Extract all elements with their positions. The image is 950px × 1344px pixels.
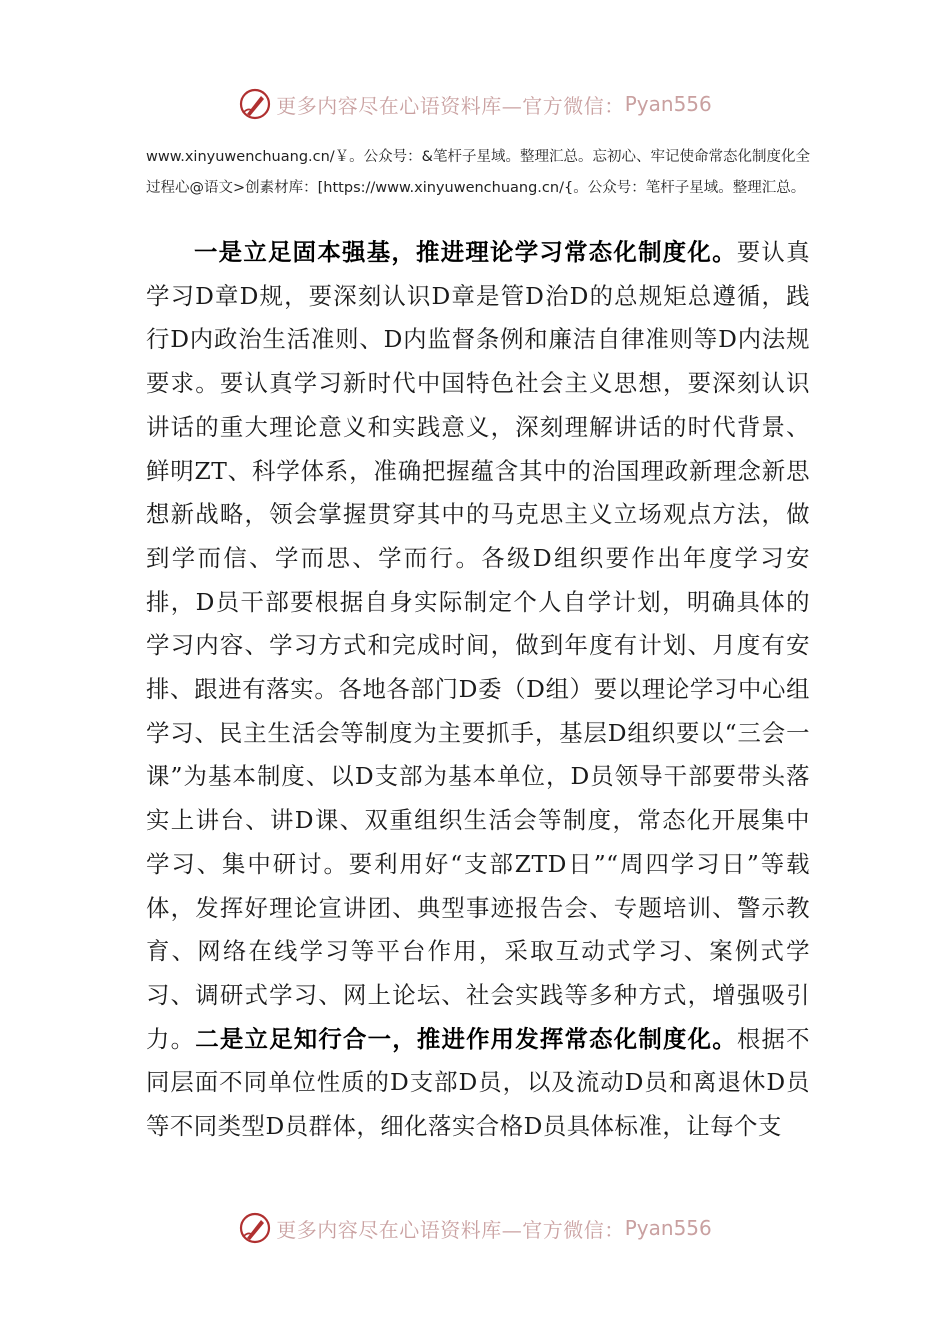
section-text-1: 要认真学习D章D规，要深刻认识D章是管D治D的总规矩总遵循，践行D内政治生活准则、D内监督条例和廉洁自律准则等D内法规要求。要认真学习新时代中国特色社会主义思想，要深刻认识讲话的重大理论意义和实践意义，深刻理解讲话的时代背景、鲜明ZT、科学体系，准确把握蕴含其中的治国理政新理念新思想新战略，领会掌握贯穿其中的马克思主义立场观点方法，做到学而信、学而思、学而行。各级D组织要作出年度学习安排，D员干部要根据自身实际制定个人自学计划，明确具体的学习内容、学习方式和完成时间，做到年度有计划、月度有安排、跟进有落实。各地各部门D委（D组）要以理论学习中心组学习、民主生活会等制度为主要抓手，基层D组织要以“三会一课”为基本制度、以D支部为基本单位，D员领导干部要带头落实上讲台、讲D课、双重组织生活会等制度，常态化开展集中学习、集中研讨。要利用好“支部ZTD日”“周四学习日”等载体，发挥好理论宣讲团、典型事迹报告会、专题培训、警示教育、网络在线学习等平台作用，采取互动式学习、案例式学习、调研式学习、网上论坛、社会实践等多种方式，增强吸引力。 [146,238,810,1053]
pen-logo-icon [238,1211,272,1245]
banner-text: 更多内容尽在心语资料库—官方微信： [276,93,625,118]
banner-wechat-id: Pyan556 [624,1216,712,1240]
intro-text: www.xinyuwenchuang.cn/￥。公众号：&笔杆子星域。整理汇总。忘初心、牢记使命常态化制度化全过程心@语文>创素材库：[https://www.xinyuwenchuang.cn/{。公众号：笔杆子星域。整理汇总。 [146,149,810,196]
banner-wechat-id: Pyan556 [624,92,712,116]
banner-text: 更多内容尽在心语资料库—官方微信： [276,1217,625,1242]
section-text-2: 根据不同层面不同单位性质的D支部D员，以及流动D员和离退休D员等不同类型D员群体，细化落实合格D员具体标准，让每个支 [146,1024,811,1141]
section-heading-1: 一是立足固本强基，推进理论学习常态化制度化。 [194,238,737,266]
footer-banner [0,1208,950,1248]
body-paragraph [146,231,810,1149]
section-heading-2: 二是立足知行合一，推进作用发挥常态化制度化。 [195,1024,737,1053]
pen-logo-icon [238,87,272,121]
header-banner [0,84,950,124]
